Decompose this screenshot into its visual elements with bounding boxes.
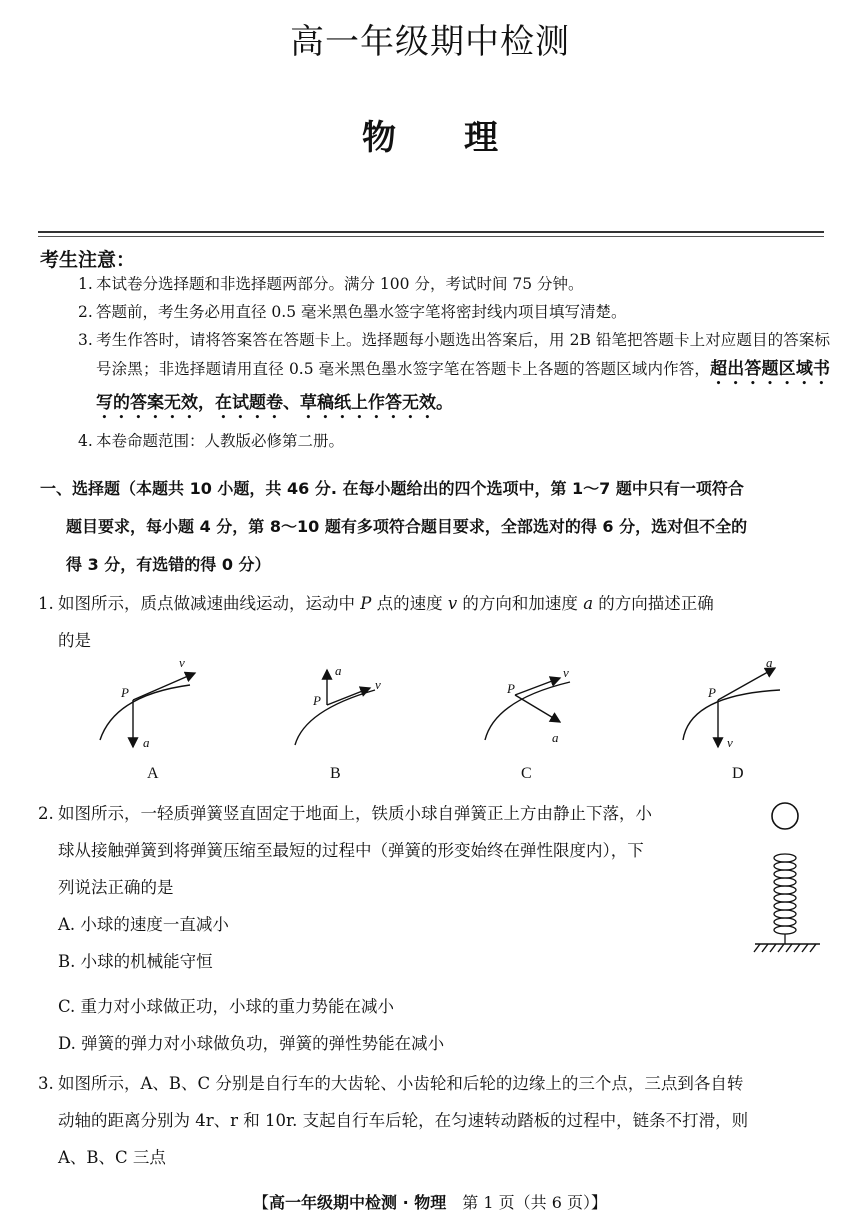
notice-item — [40, 326, 830, 423]
point-label: P — [708, 685, 716, 700]
question-text: 列说法正确的是 — [58, 878, 174, 897]
option-label-a: A — [147, 765, 159, 782]
notice-item-text: 答题前，考生务必用直径 0.5 毫米黑色墨水签字笔将密封线内项目填写清楚。 — [96, 303, 627, 321]
question-number: 1. — [38, 594, 54, 613]
acceleration-label: a — [552, 730, 559, 745]
ball-icon — [772, 803, 798, 829]
point-label: P — [313, 693, 321, 708]
question-text: 动轴的距离分别为 4r、r 和 10r. 支起自行车后轮，在匀速转动踏板的过程中，链条不打滑，则 — [58, 1111, 749, 1130]
question-text: 如图所示，一轻质弹簧竖直固定于地面上，铁质小球自弹簧正上方由静止下落，小 — [58, 804, 652, 823]
velocity-label: v — [563, 665, 569, 680]
page-footer — [0, 1190, 860, 1213]
section-heading-line: 一、选择题（本题共 10 小题，共 46 分. 在每小题给出的四个选项中，第 1～7 题中只有一项符合 — [40, 479, 744, 498]
notice-item-number: 4. — [78, 432, 93, 450]
notice-heading: 考生注意： — [40, 249, 136, 271]
notice-item-text: 考生作答时，请将答案答在答题卡上。选择题每小题选出答案后，用 2B 铅笔把答题卡上对应题目的答案标号涂黑；非选择题请用直径 0.5 毫米黑色墨水签字笔在答题卡上各题的答题区域内作答， — [96, 331, 830, 378]
q2-option-a: A. 小球的速度一直减小 — [58, 915, 229, 934]
option-label-d: D — [732, 765, 744, 782]
notice-item-text: 本试卷分选择题和非选择题两部分。满分 100 分，考试时间 75 分钟。 — [96, 275, 584, 293]
question-text: 球从接触弹簧到将弹簧压缩至最短的过程中（弹簧的形变始终在弹性限度内），下 — [58, 841, 644, 860]
notice-item-number: 1. — [78, 275, 93, 293]
q2-option-b: B. 小球的机械能守恒 — [58, 952, 213, 971]
spring-ball-figure — [750, 798, 825, 958]
option-label-c: C — [521, 765, 532, 782]
section-heading-line: 题目要求，每小题 4 分，第 8～10 题有多项符合题目要求，全部选对的得 6 分，选对但不全的 — [66, 517, 748, 536]
spring-icon — [774, 854, 796, 944]
notice-item-number: 3. — [78, 331, 93, 349]
velocity-symbol: v — [447, 594, 458, 613]
acceleration-label: a — [143, 735, 150, 750]
q2-option-d: D. 弹簧的弹力对小球做负功，弹簧的弹性势能在减小 — [58, 1034, 445, 1053]
question-text: 点的速度 — [371, 594, 448, 613]
notice-item — [40, 270, 830, 298]
acceleration-label: a — [766, 655, 773, 670]
question-text: A、B、C 三点 — [58, 1148, 166, 1167]
question-text: 的是 — [58, 631, 91, 650]
point-label: P — [507, 681, 515, 696]
notice-emphasis-text: 超出答题区域书写的答案无效，在试题卷、草稿纸上作答无效。 — [96, 359, 830, 413]
notice-item-number: 2. — [78, 303, 93, 321]
footer-bracket: 【 — [253, 1193, 270, 1212]
question-number: 2. — [38, 804, 54, 823]
q2-option-c: C. 重力对小球做正功，小球的重力势能在减小 — [58, 997, 395, 1016]
velocity-label: v — [179, 655, 185, 670]
question-3 — [38, 1065, 748, 1176]
question-text: 的方向描述正确 — [593, 594, 714, 613]
notice-item-text: 本卷命题范围：人教版必修第二册。 — [96, 432, 345, 450]
footer-page-number: 第 1 页（共 6 页） — [446, 1193, 591, 1212]
option-label-b: B — [330, 765, 341, 782]
footer-title: 高一年级期中检测 · 物理 — [269, 1193, 447, 1212]
header-divider-thin — [38, 236, 824, 237]
notice-item — [40, 298, 830, 326]
point-label: P — [121, 685, 129, 700]
velocity-label: v — [375, 677, 381, 692]
velocity-label: v — [727, 735, 733, 750]
question-text: 如图所示，质点做减速曲线运动，运动中 — [58, 594, 361, 613]
question-1 — [38, 585, 714, 659]
ground-icon — [754, 944, 820, 952]
point-p-label: P — [360, 594, 372, 613]
question-text: 如图所示，A、B、C 分别是自行车的大齿轮、小齿轮和后轮的边缘上的三个点，三点到各自转 — [58, 1074, 744, 1093]
section-heading-line: 得 3 分，有选错的得 0 分） — [66, 555, 271, 574]
acceleration-symbol: a — [583, 594, 594, 613]
notice-item — [40, 427, 830, 455]
header-divider-thick — [38, 231, 824, 233]
exam-title: 高一年级期中检测 — [290, 22, 570, 62]
q1-figure — [90, 655, 810, 790]
notice-list — [40, 270, 830, 455]
question-number: 3. — [38, 1074, 54, 1093]
question-text: 的方向和加速度 — [457, 594, 584, 613]
section-heading — [40, 470, 830, 584]
question-2 — [38, 795, 758, 906]
diagram-b — [295, 670, 375, 745]
q1-diagrams — [90, 655, 810, 790]
acceleration-label: a — [335, 663, 342, 678]
subject-title: 物 理 — [362, 118, 498, 158]
footer-bracket: 】 — [590, 1193, 607, 1212]
